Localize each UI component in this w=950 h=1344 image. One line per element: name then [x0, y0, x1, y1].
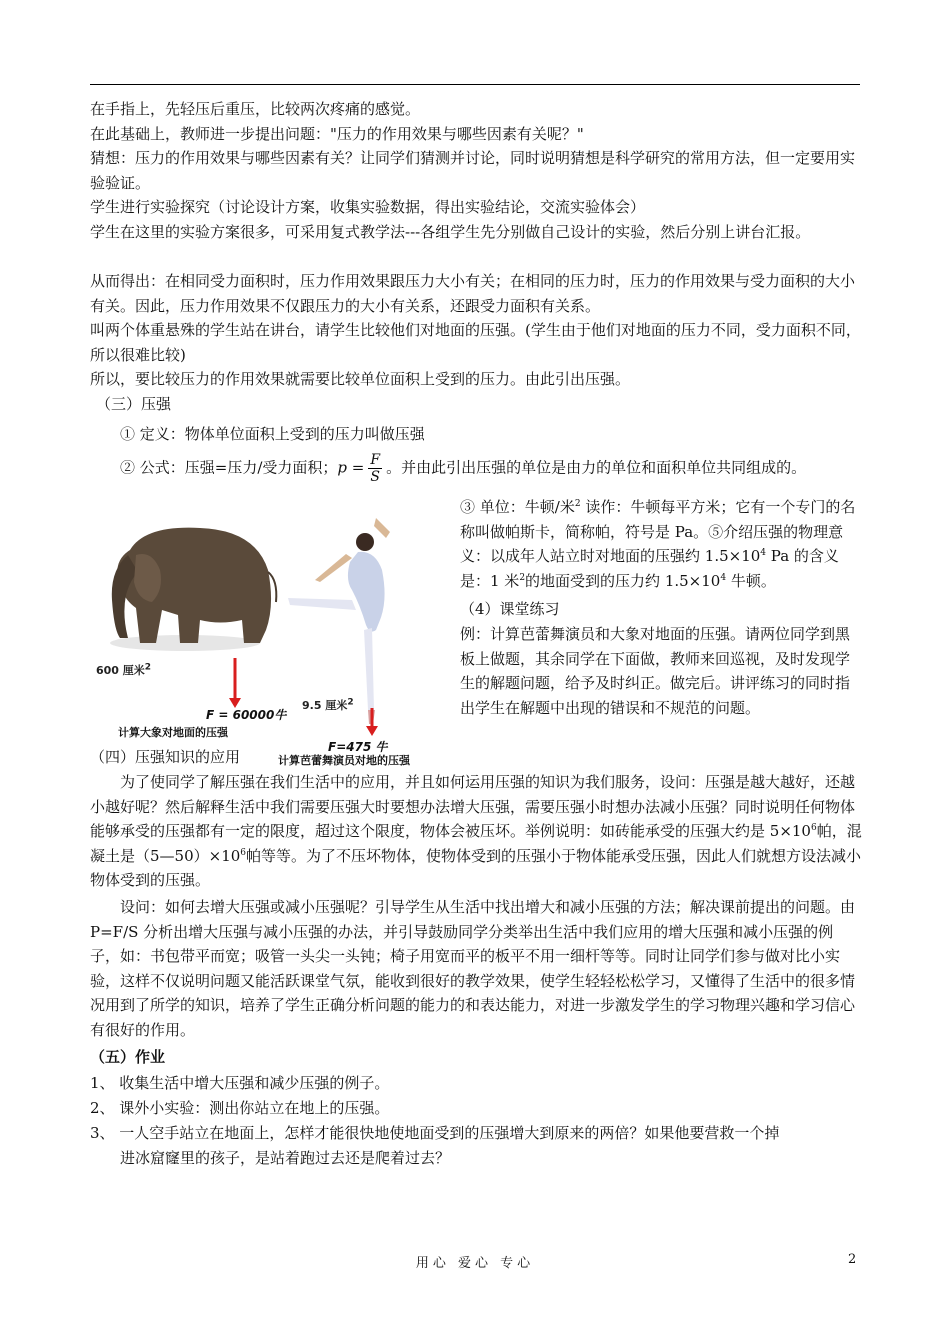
paragraph-1: 在手指上，先轻压后重压，比较两次疼痛的感觉。 — [90, 100, 421, 118]
elephant-force-label: F = 60000牛 — [206, 708, 287, 722]
dancer-force-label: F=475 牛 — [328, 740, 388, 754]
app1-text-b: 帕，混凝土是（5—50）×10 — [90, 822, 862, 865]
ballerina-image — [288, 518, 390, 724]
dancer-area-text: 9.5 厘米 — [302, 699, 348, 712]
section-3-heading: （三）压强 — [96, 395, 172, 413]
dancer-force-arrow — [366, 708, 378, 736]
elephant-area-text: 600 厘米 — [96, 664, 145, 677]
paragraph-3: 猜想：压力的作用效果与哪些因素有关？让同学们猜测并讨论，同时说明猜想是科学研究的常用方法，但一定要用实验验证。 — [90, 149, 856, 192]
paragraph-6: 从而得出：在相同受力面积时，压力作用效果跟压力大小有关；在相同的压力时，压力的作用效果与受力面积的大小有关。因此，压力作用效果不仅跟压力的大小有关系，还跟受力面积有关系。 — [90, 272, 856, 315]
formula-line — [120, 452, 865, 485]
paragraph-8: 所以，要比较压力的作用效果就需要比较单位面积上受到的压力。由此引出压强。 — [90, 370, 631, 388]
unit-paragraph — [460, 495, 862, 593]
pressure-illustration — [90, 510, 450, 740]
application-paragraph-1 — [90, 770, 862, 893]
formula-denominator: S — [370, 469, 381, 485]
homework-3-line-1: 3、 一人空手站立在地面上，怎样才能很快地使地面受到的压强增大到原来的两倍？如果他要营救一个掉 — [90, 1124, 780, 1142]
dancer-caption: 计算芭蕾舞演员对地的压强 — [278, 754, 410, 767]
unit-sup-2: 4 — [760, 548, 767, 558]
elephant-area-label — [96, 662, 151, 678]
unit-text-e: 牛顿。 — [726, 571, 776, 590]
app1-sup-2: 6 — [240, 847, 247, 858]
section-4-heading: （四）压强知识的应用 — [90, 748, 241, 766]
formula-numerator: F — [370, 452, 381, 468]
unit-text-a: ③ 单位：牛顿/米 — [460, 498, 575, 516]
app1-sup: 6 — [810, 823, 817, 833]
definition-line: ① 定义：物体单位面积上受到的压力叫做压强 — [120, 425, 425, 443]
homework-3-line-2: 进冰窟窿里的孩子，是站着跑过去还是爬着过去？ — [120, 1149, 451, 1167]
application-paragraph-2: 设问：如何去增大压强或减小压强呢？引导学生从生活中找出增大和减小压强的方法；解决课前提出的问题。由 P=F/S 分析出增大压强与减小压强的办法，并引导鼓励同学分类举出生活中我们应用的增大压强和减小压强的例子，如：书包带平而宽；吸管一头尖一头钝；椅子用宽而平的板平不用一细杆等等。同时让同学们参与做对比小实验，这样不仅说明问题又能活跃课堂气氛，能收到很好的教学效果，使学生轻轻松松学习，又懂得了生活中的很多情况用到了所学的知识，培养了学生正确分析问题的能力的和表达能力，对进一步激发学生的学习物理兴趣和学习信心有很好的作用。 — [90, 898, 856, 1039]
page-number: 2 — [848, 1252, 857, 1267]
paragraph-2: 在此基础上，教师进一步提出问题："压力的作用效果与哪些因素有关呢？" — [90, 125, 584, 143]
elephant-caption: 计算大象对地面的压强 — [118, 726, 228, 739]
elephant-image — [110, 528, 276, 651]
dancer-area-label — [302, 697, 354, 713]
homework-1: 1、 收集生活中增大压强和减少压强的例子。 — [90, 1074, 390, 1092]
unit-sup-3: 2 — [519, 572, 526, 583]
app1-text-a: 为了使同学了解压强在我们生活中的应用，并且如何运用压强的知识为我们服务，设问：压强是越大越好，还越小越好呢？然后解释生活中我们需要压强大时要想办法增大压强，需要压强小时想办法减小压强？同时说明任何物体能够承受的压强都有一定的限度，超过这个限度，物体会被压坏。举例说明：如砖能承受的压强大约是 5×10 — [90, 773, 856, 840]
formula-equals: = — [347, 458, 365, 477]
paragraph-5: 学生在这里的实验方案很多，可采用复式教学法---各组学生先分别做自己设计的实验，然后分别上讲台汇报。 — [90, 223, 811, 241]
dancer-area-sup: 2 — [347, 697, 354, 708]
formula-suffix: 。并由此引出压强的单位是由力的单位和面积单位共同组成的。 — [386, 458, 807, 477]
header-rule — [90, 84, 860, 85]
homework-2: 2、 课外小实验：测出你站立在地上的压强。 — [90, 1099, 390, 1117]
unit-text-c: Pa 的含义是：1 米 — [460, 547, 839, 590]
practice-heading: （4）课堂练习 — [460, 600, 560, 618]
unit-sup: 2 — [574, 499, 581, 509]
unit-sup-4: 4 — [720, 572, 727, 583]
section-5-heading: （五）作业 — [90, 1048, 166, 1066]
app1-text-c: 帕等等。为了不压坏物体，使物体受到的压强小于物体能承受压强，因此人们就想方设法减小物体受到的压强。 — [90, 846, 862, 889]
example-paragraph: 例：计算芭蕾舞演员和大象对地面的压强。请两位同学到黑板上做题，其余同学在下面做，教师来回巡视，及时发现学生的解题问题，给予及时纠正。做完后。讲评练习的同时指出学生在解题中出现的错误和不规范的问题。 — [460, 625, 851, 717]
elephant-area-sup: 2 — [144, 662, 152, 673]
paragraph-7: 叫两个体重悬殊的学生站在讲台，请学生比较他们对地面的压强。(学生由于他们对地面的压力不同，受力面积不同，所以很难比较) — [90, 321, 861, 364]
unit-text-b: 读作：牛顿每平方米；它有一个专门的名称叫做帕斯卡，简称帕，符号是 Pa。⑤介绍压强的物理意义：以成年人站立时对地面的压强约 1.5×10 — [460, 498, 856, 565]
formula-prefix: ② 公式：压强=压力/受力面积； — [120, 458, 338, 477]
formula-fraction — [368, 452, 382, 485]
footer-motto: 用心 爱心 专心 — [415, 1256, 535, 1271]
elephant-force-arrow — [229, 658, 241, 708]
paragraph-4: 学生进行实验探究（讨论设计方案，收集实验数据，得出实验结论，交流实验体会） — [90, 198, 646, 216]
formula-p: p — [337, 458, 348, 477]
unit-text-d: 的地面受到的压力约 1.5×10 — [525, 571, 721, 590]
